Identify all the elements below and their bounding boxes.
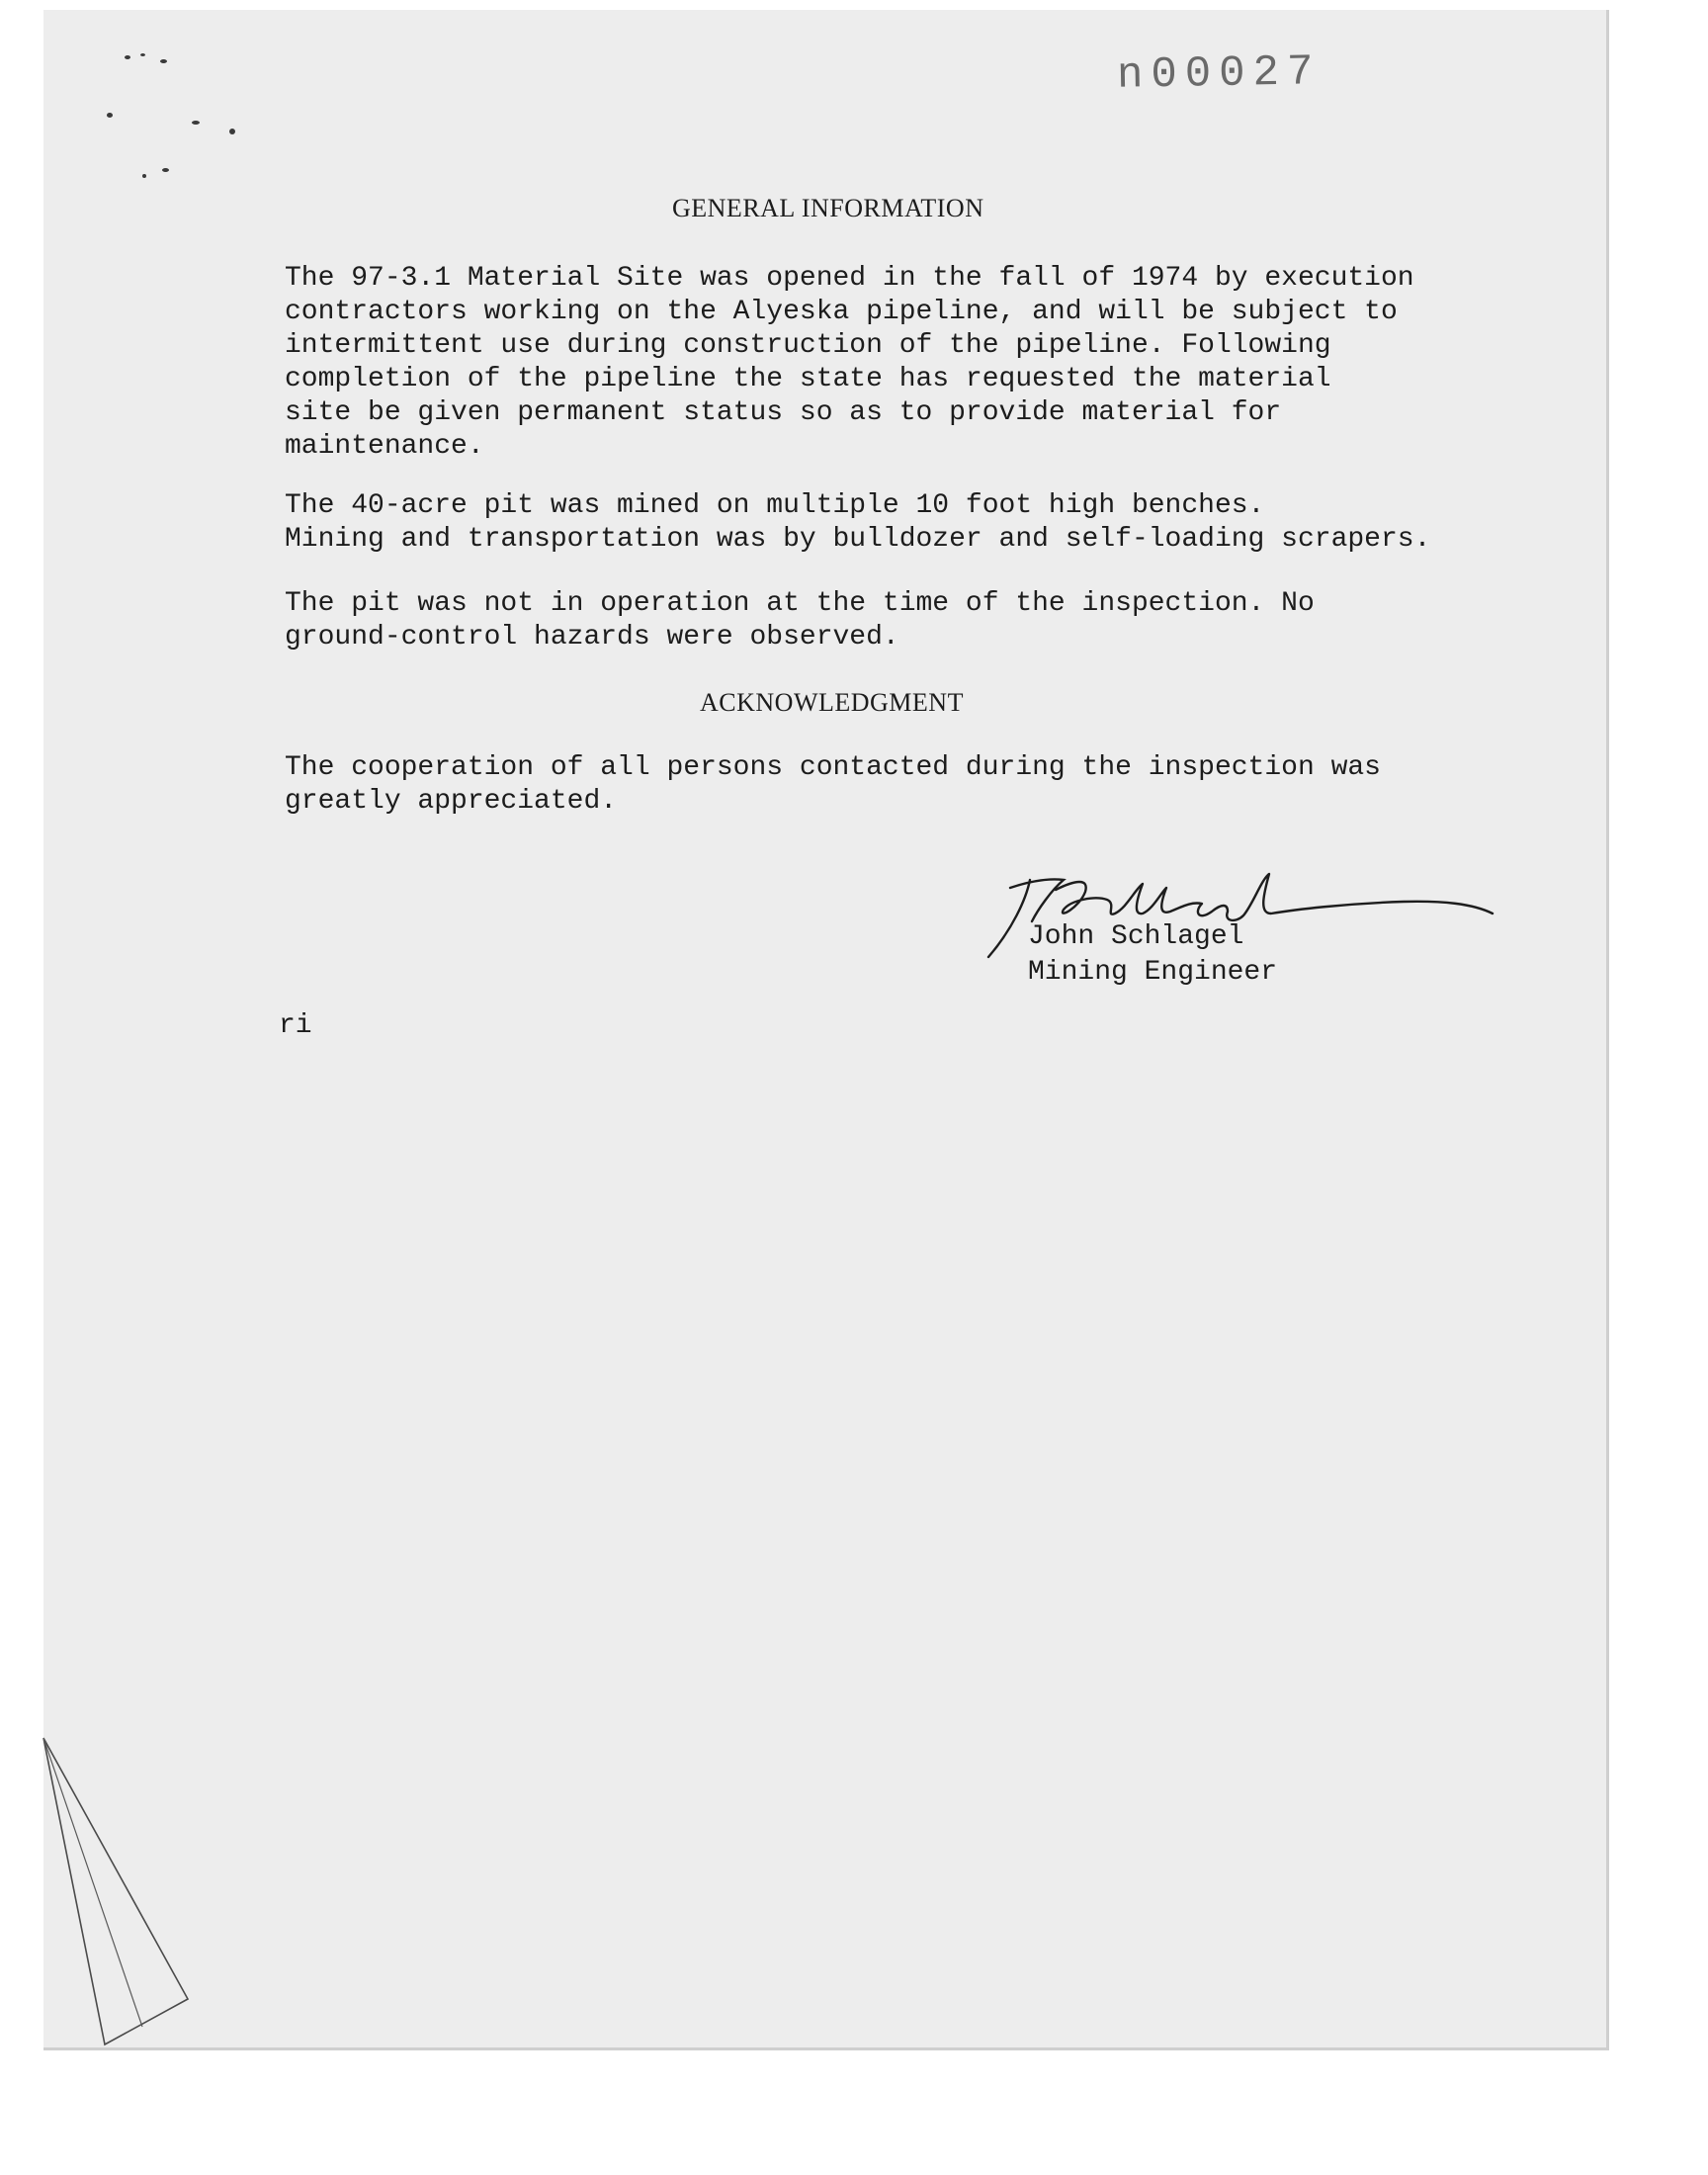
scan-smudge bbox=[140, 53, 145, 56]
general-info-paragraph-1 bbox=[285, 262, 1414, 464]
paragraph-line: completion of the pipeline the state has requested the material bbox=[285, 364, 1331, 394]
scan-smudge bbox=[162, 168, 169, 172]
paragraph-line: site be given permanent status so as to provide material for bbox=[285, 397, 1282, 428]
typist-initials: ri bbox=[279, 1010, 312, 1041]
signer-title: Mining Engineer bbox=[1028, 957, 1278, 988]
general-information-heading: GENERAL INFORMATION bbox=[672, 194, 984, 222]
paragraph-line: The cooperation of all persons contacted during the inspection was bbox=[285, 752, 1381, 783]
paragraph-line: The pit was not in operation at the time of the inspection. No bbox=[285, 588, 1315, 619]
scan-smudge bbox=[192, 121, 200, 125]
general-info-paragraph-2 bbox=[285, 489, 1430, 557]
scan-smudge bbox=[229, 129, 235, 134]
acknowledgment-paragraph bbox=[285, 751, 1381, 819]
scan-smudge bbox=[125, 55, 130, 59]
signer-name: John Schlagel bbox=[1028, 921, 1244, 952]
paragraph-line: ground-control hazards were observed. bbox=[285, 622, 899, 652]
scan-smudge bbox=[107, 113, 113, 118]
signature-block bbox=[1028, 919, 1277, 991]
paragraph-line: contractors working on the Alyeska pipeline, and will be subject to bbox=[285, 297, 1398, 327]
scan-smudge bbox=[142, 174, 146, 178]
scan-smudge bbox=[160, 59, 167, 63]
paragraph-line: Mining and transportation was by bulldozer and self-loading scrapers. bbox=[285, 524, 1431, 555]
page-fold-mark bbox=[40, 1730, 208, 2056]
general-info-paragraph-3 bbox=[285, 587, 1315, 654]
paragraph-line: greatly appreciated. bbox=[285, 786, 618, 817]
paragraph-line: intermittent use during construction of the pipeline. Following bbox=[285, 330, 1331, 361]
paragraph-line: maintenance. bbox=[285, 431, 484, 462]
paragraph-line: The 97-3.1 Material Site was opened in the fall of 1974 by execution bbox=[285, 263, 1414, 294]
acknowledgment-heading: ACKNOWLEDGMENT bbox=[700, 688, 964, 717]
paragraph-line: The 40-acre pit was mined on multiple 10 foot high benches. bbox=[285, 490, 1265, 521]
document-number: n00027 bbox=[1116, 47, 1322, 101]
